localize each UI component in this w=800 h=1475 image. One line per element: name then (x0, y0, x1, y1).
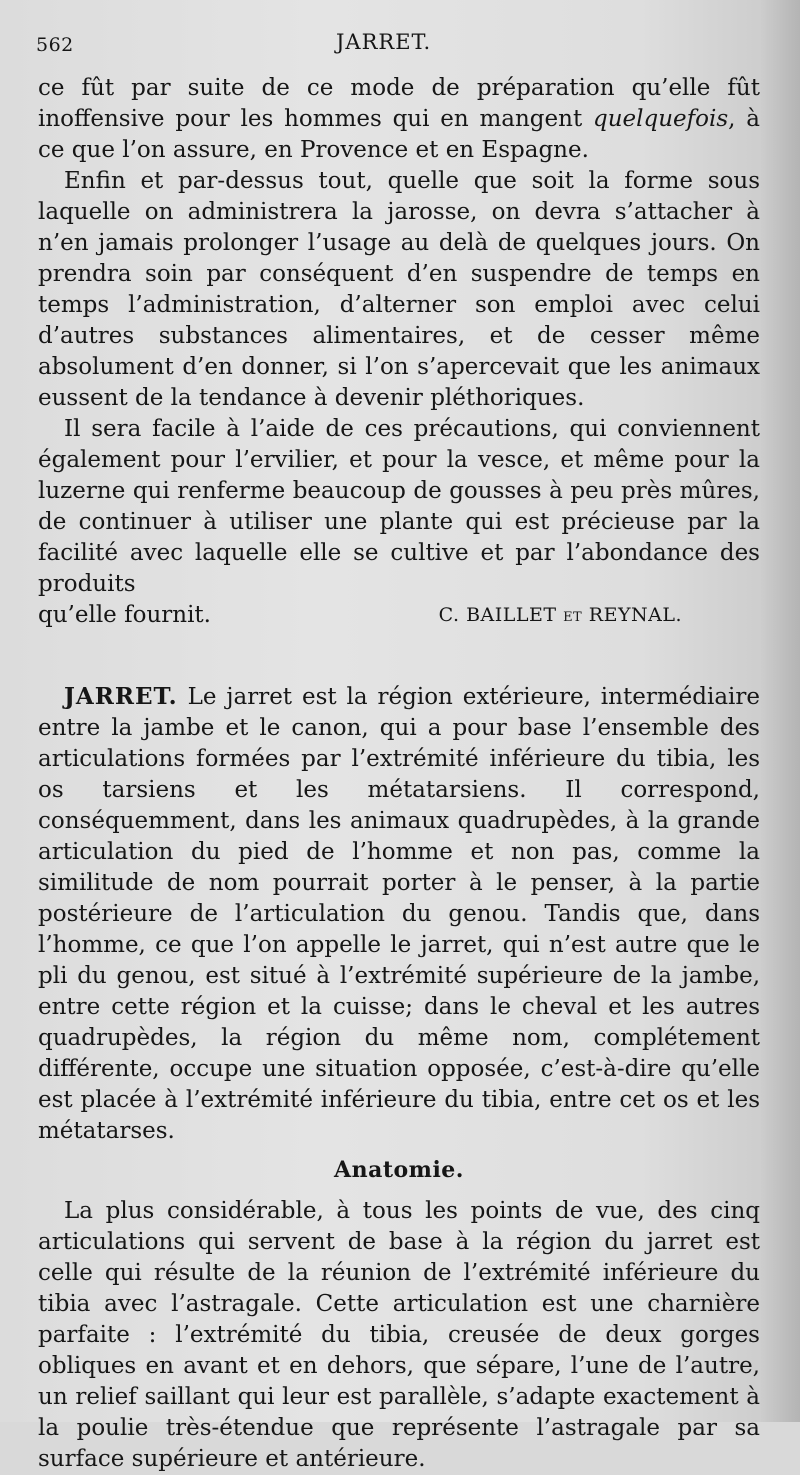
continuation-paragraph (38, 73, 760, 166)
article-intro: Le jarret est la région extérieure, intermédiaire entre la jambe et le canon, qui a pour base l’ensemble des articulations formées par l’extrémité inférieure du tibia, les os tarsiens et les métatarsiens. Il correspond, conséquemment, dans les animaux quadrupèdes, à la grande articulation du pied de l’homme et non pas, comme la similitude de nom pourrait porter à le penser, à la partie postérieure de l’articulation du genou. Tandis que, dans l’homme, ce que l’on appelle le jarret, qui n’est autre que le pli du genou, est situé à l’extrémité supérieure de la jambe, entre cette région et la cuisse; dans le cheval et les autres quadrupèdes, la région du même nom, complétement différente, occupe une situation opposée, c’est-à-dire qu’elle est placée à l’extrémité inférieure du tibia, entre cet os et les métatarses. (38, 684, 760, 1144)
author-signature: C. BAILLET et REYNAL. (438, 604, 682, 626)
paragraph-last-line: qu’elle fournit. (38, 602, 211, 628)
article-title: JARRET. (64, 683, 178, 710)
paragraph-precautions: Il sera facile à l’aide de ces précautions, qui conviennent également pour l’ervilier, et pour la vesce, et même pour la luzerne qui renferme beaucoup de gousses à peu près mûres, de continuer à utiliser une plante qui est précieuse par la facilité avec laquelle elle se cultive et par l’abondance des produits (38, 416, 760, 597)
body-text (38, 73, 760, 1475)
page-number: 562 (36, 34, 74, 56)
continuation-text: ce fût par suite de ce mode de préparation qu’elle fût inoffensive pour les hommes qui en mangent (38, 75, 760, 132)
running-head (36, 30, 756, 60)
paragraph-anatomy: La plus considérable, à tous les points de vue, des cinq articulations qui servent de base à la région du jarret est celle qui résulte de la réunion de l’extrémité inférieure du tibia avec l’astragale. Cette articulation est une charnière parfaite : l’extrémité du tibia, creusée de deux gorges obliques en avant et en dehors, que sépare, l’une de l’autre, un relief saillant qui leur est parallèle, s’adapte exactement à la poulie très-étendue que représente l’astragale par sa surface supérieure et antérieure. (38, 1198, 760, 1472)
continuation-text-end: , à ce que l’on assure, en Provence et en Espagne. (38, 106, 760, 163)
section-heading-anatomie: Anatomie. (334, 1157, 464, 1183)
running-title: JARRET. (336, 30, 432, 54)
article-jarret (38, 681, 760, 1147)
section-gap (38, 631, 760, 681)
page-edge-shadow (760, 0, 800, 1422)
italic-word: quelquefois (593, 106, 729, 132)
signature-line (38, 600, 760, 631)
paragraph-enfin: Enfin et par-dessus tout, quelle que soit la forme sous laquelle on administrera la jarosse, on devra s’attacher à n’en jamais prolonger l’usage au delà de quelques jours. On prendra soin par conséquent d’en suspendre de temps en temps l’administration, d’alterner son emploi avec celui d’autres substances alimentaires, et de cesser même absolument d’en donner, si l’on s’apercevait que les animaux eussent de la tendance à devenir pléthoriques. (38, 168, 760, 411)
